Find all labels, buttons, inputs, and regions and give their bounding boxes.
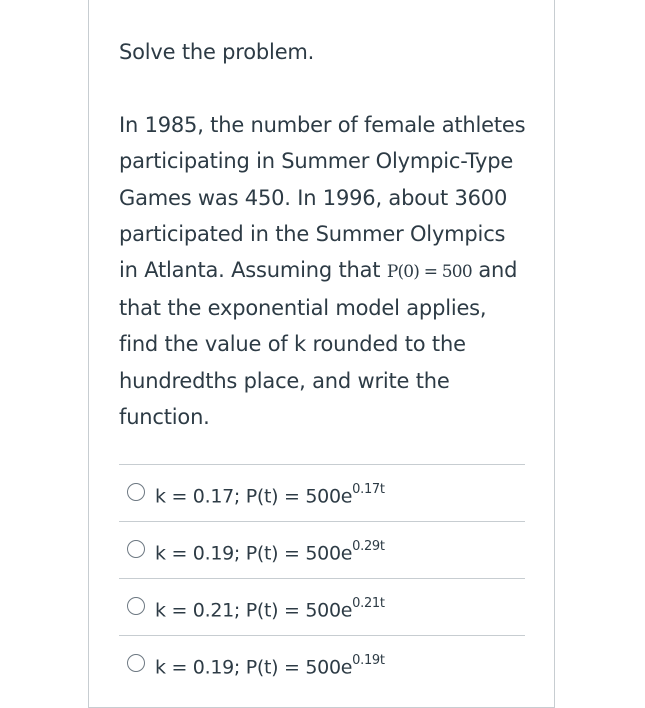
question-heading: Solve the problem.	[119, 40, 315, 64]
answer-label[interactable]: k = 0.19; $P(t) = 500e^{0.29t}$	[155, 539, 385, 565]
question-text	[119, 34, 529, 435]
radio-button[interactable]	[127, 540, 145, 558]
answer-option[interactable]	[119, 635, 525, 692]
radio-button[interactable]	[127, 483, 145, 501]
question-body	[119, 107, 529, 435]
spacer	[119, 70, 529, 107]
answer-exponent: 0.29t	[352, 539, 385, 554]
answer-exponent: 0.19t	[352, 653, 385, 668]
answer-list	[119, 464, 525, 692]
radio-button[interactable]	[127, 654, 145, 672]
radio-button[interactable]	[127, 597, 145, 615]
answer-option[interactable]	[119, 578, 525, 635]
question-body-end: and that the exponential model applies, find the value of k rounded to the hundredths place, and write the function.	[119, 258, 518, 429]
question-body-start: In 1985, the number of female athletes participating in Summer Olympic-Type Games was 450. In 1996, about 3600 participated in the Summer Olympics in Atlanta. Assuming that	[119, 113, 526, 283]
inline-math-p0: P(0) = 500	[386, 262, 472, 283]
answer-exponent: 0.17t	[352, 482, 385, 497]
answer-option[interactable]	[119, 464, 525, 521]
answer-label[interactable]: k = 0.19; $P(t) = 500e^{0.19t}$	[155, 653, 385, 679]
answer-label[interactable]: k = 0.17; $P(t) = 500e^{0.17t}$	[155, 482, 385, 508]
answer-exponent: 0.21t	[352, 596, 385, 611]
answer-option[interactable]	[119, 521, 525, 578]
answer-label[interactable]: k = 0.21; $P(t) = 500e^{0.21t}$	[155, 596, 385, 622]
